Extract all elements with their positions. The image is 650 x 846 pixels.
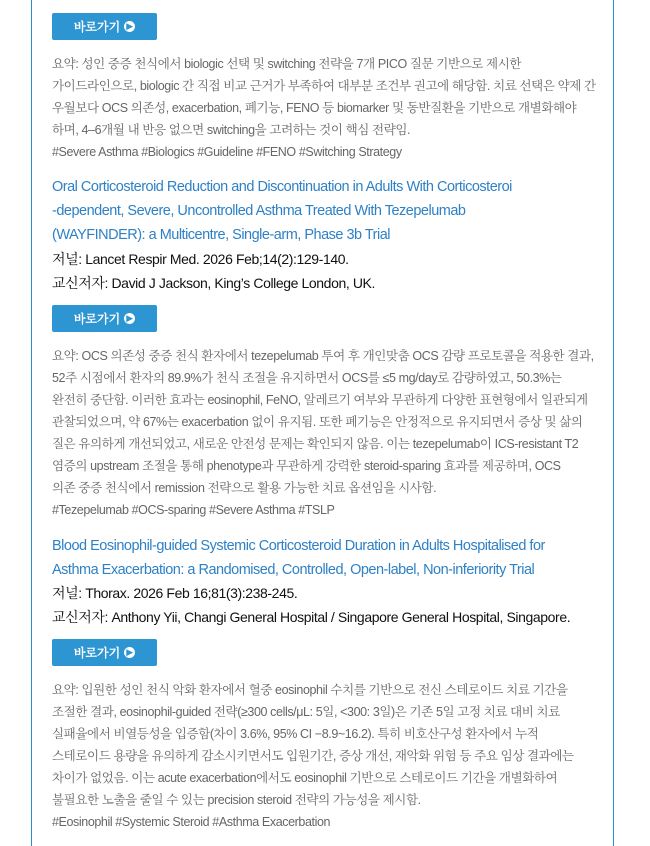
summary-line: 요약: 성인 중증 천식에서 biologic 선택 및 switching 전략을 7개 PICO 질문 기반으로 제시한 bbox=[52, 57, 522, 71]
title-line: Asthma Exacerbation: a Randomised, Controlled, Open-label, Non-inferiority Trial bbox=[52, 562, 535, 578]
title-line: (WAYFINDER): a Multicentre, Single-arm, Phase 3b Trial bbox=[52, 227, 391, 243]
article-journal: 저널: Thorax. 2026 Feb 16;81(3):238-245. bbox=[52, 585, 298, 601]
summary-line: 요약: OCS 의존성 중증 천식 환자에서 tezepelumab 투여 후 개인맞춤 OCS 감량 프로토콜을 적용한 결과, bbox=[52, 349, 594, 363]
summary-line: 스테로이드 용량을 유의하게 감소시키면서도 입원기간, 증상 개선, 재악화 위험 등 주요 임상 결과에는 bbox=[52, 749, 574, 763]
title-line: Blood Eosinophil-guided Systemic Corticosteroid Duration in Adults Hospitalised for bbox=[52, 538, 545, 554]
summary-line: 관찰되었으며, 약 67%는 exacerbation 없이 유지됨. 또한 폐기능은 안정적으로 유지되면서 증상 및 삶의 bbox=[52, 415, 583, 429]
article-summary bbox=[52, 53, 596, 163]
summary-line: 조절한 결과, eosinophil-guided 전략(≥300 cells/μL: 5일, <300: 3일)은 기존 5일 고정 치료 대비 치료 bbox=[52, 705, 560, 719]
article-3-button-wrap bbox=[52, 639, 157, 666]
summary-line: 염증의 upstream 조절을 통해 phenotype과 무관하게 강력한 steroid-sparing 효과를 제공하며, OCS bbox=[52, 459, 561, 473]
article-summary bbox=[52, 345, 594, 521]
summary-line: 요약: 입원한 성인 천식 악화 환자에서 혈중 eosinophil 수치를 기반으로 전신 스테로이드 치료 기간을 bbox=[52, 683, 568, 697]
go-button[interactable] bbox=[52, 639, 157, 666]
summary-line: 질은 유의하게 개선되었고, 새로운 안전성 문제는 확인되지 않음. 이는 tezepelumab이 ICS-resistant T2 bbox=[52, 437, 579, 451]
title-line: Oral Corticosteroid Reduction and Discontinuation in Adults With Corticosteroi bbox=[52, 179, 512, 195]
article-2-button-wrap bbox=[52, 305, 157, 332]
go-button[interactable] bbox=[52, 13, 157, 40]
summary-line: 차이가 없었음. 이는 acute exacerbation에서도 eosinophil 기반으로 스테로이드 기간을 개별화하여 bbox=[52, 771, 558, 785]
go-button-label: 바로가기 bbox=[73, 646, 121, 660]
summary-line: 실패율에서 비열등성을 입증함(차이 3.6%, 95% CI −8.9~16.2). 특히 비호산구성 환자에서 누적 bbox=[52, 727, 539, 741]
article-tags: #Severe Asthma #Biologics #Guideline #FENO #Switching Strategy bbox=[52, 145, 402, 159]
article-author: 교신저자: David J Jackson, King’s College London, UK. bbox=[52, 275, 375, 291]
article-1 bbox=[52, 13, 157, 40]
article-tags: #Tezepelumab #OCS-sparing #Severe Asthma #TSLP bbox=[52, 503, 335, 517]
go-button-label: 바로가기 bbox=[73, 312, 121, 326]
go-button[interactable] bbox=[52, 305, 157, 332]
article-journal: 저널: Lancet Respir Med. 2026 Feb;14(2):129-140. bbox=[52, 251, 349, 267]
summary-line: 의존 중증 천식에서 remission 전략으로 활용 가능한 치료 옵션임을 시사함. bbox=[52, 481, 437, 495]
summary-line: 우월보다 OCS 의존성, exacerbation, 폐기능, FENO 등 biomarker 및 동반질환을 기반으로 개별화해야 bbox=[52, 101, 577, 115]
article-title[interactable] bbox=[52, 534, 545, 582]
go-button-label: 바로가기 bbox=[73, 20, 121, 34]
title-line: -dependent, Severe, Uncontrolled Asthma Treated With Tezepelumab bbox=[52, 203, 466, 219]
article-tags: #Eosinophil #Systemic Steroid #Asthma Exacerbation bbox=[52, 815, 331, 829]
chevron-right-icon: ▶ bbox=[124, 647, 135, 658]
summary-line: 하며, 4–6개월 내 반응 없으면 switching을 고려하는 것이 핵심 전략임. bbox=[52, 123, 411, 137]
summary-line: 불필요한 노출을 줄일 수 있는 precision steroid 전략의 가능성을 제시함. bbox=[52, 793, 421, 807]
article-summary bbox=[52, 679, 574, 833]
summary-line: 완전히 중단함. 이러한 효과는 eosinophil, FeNO, 알레르기 여부와 무관하게 다양한 표현형에서 일관되게 bbox=[52, 393, 588, 407]
article-author: 교신저자: Anthony Yii, Changi General Hospital / Singapore General Hospital, Singapore. bbox=[52, 609, 571, 625]
summary-line: 52주 시점에서 환자의 89.9%가 천식 조절을 유지하면서 OCS를 ≤5 mg/day로 감량하였고, 50.3%는 bbox=[52, 371, 562, 385]
chevron-right-icon: ▶ bbox=[124, 313, 135, 324]
article-title[interactable] bbox=[52, 175, 512, 247]
chevron-right-icon: ▶ bbox=[124, 21, 135, 32]
summary-line: 가이드라인으로, biologic 간 직접 비교 근거가 부족하여 대부분 조건부 권고에 해당함. 치료 선택은 약제 간 bbox=[52, 79, 596, 93]
